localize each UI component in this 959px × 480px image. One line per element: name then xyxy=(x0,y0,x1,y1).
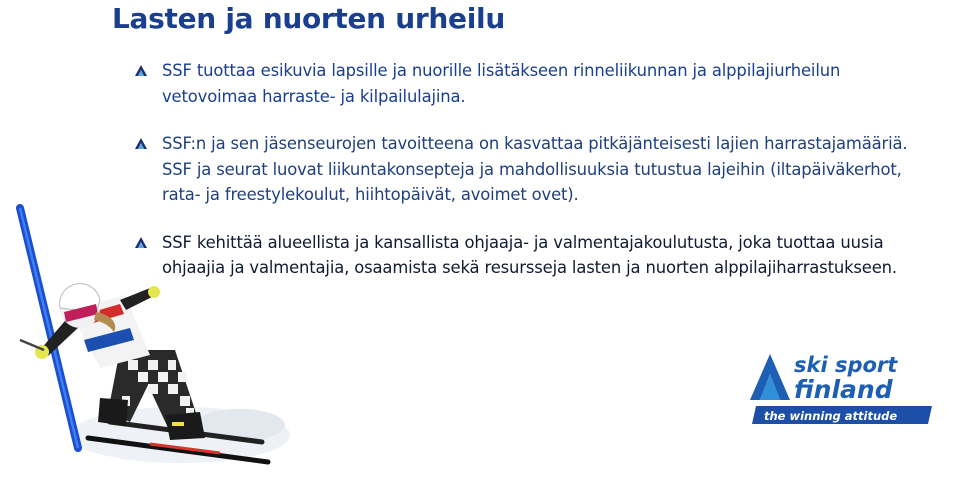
chevron-up-icon xyxy=(134,64,148,77)
skier-photo xyxy=(0,200,290,470)
chevron-up-icon xyxy=(134,137,148,150)
bullet-item xyxy=(134,131,934,208)
bullet-item xyxy=(134,58,934,109)
logo-tagline: the winning attitude xyxy=(764,409,898,423)
logo-line2: finland xyxy=(794,375,893,404)
page-title: Lasten ja nuorten urheilu xyxy=(112,2,505,35)
ski-sport-finland-logo xyxy=(748,350,938,430)
logo-line1: ski sport xyxy=(794,353,898,377)
bullet-text: SSF tuottaa esikuvia lapsille ja nuorille lisätäkseen rinneliikunnan ja alppilajiurheilun vetovoimaa harraste- ja kilpailulajina. xyxy=(162,61,841,106)
bullet-text: SSF kehittää alueellista ja kansallista ohjaaja- ja valmentajakoulutusta, joka tuottaa uusia ohjaajia ja valmentajia, osaamista sekä resursseja lasten ja nuorten alppilajiharrastukseen. xyxy=(162,232,897,277)
bullet-text: SSF:n ja sen jäsenseurojen tavoitteena on kasvattaa pitkäjänteisesti lajien harrastajamääriä. SSF ja seurat luovat liikuntakonsepteja ja mahdollisuuksia tutustua lajeihin (iltapäiväkerhot, rata- ja freestylekoulut, hiihtopäivät, avoimet ovet). xyxy=(162,134,908,204)
